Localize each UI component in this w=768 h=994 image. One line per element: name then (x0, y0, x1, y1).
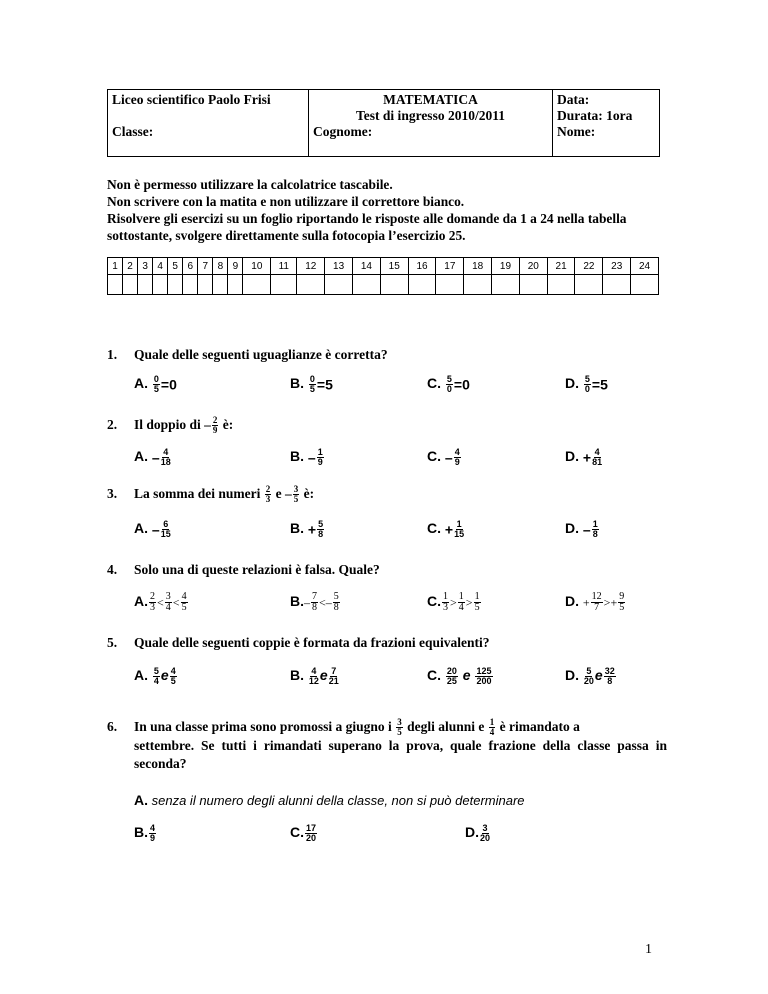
answer-cell[interactable] (631, 275, 659, 295)
q3-option-d[interactable]: D. – $\frac{1}{8}$ (565, 518, 598, 539)
fraction (309, 667, 319, 686)
numerator: 4 (311, 665, 317, 676)
denominator: 0 (584, 383, 590, 394)
answer-grid-header: 1 (108, 258, 123, 275)
answer-cell[interactable] (297, 275, 325, 295)
answer-grid-header: 9 (228, 258, 243, 275)
numerator: 4 (170, 665, 176, 676)
numerator: 6 (163, 518, 169, 529)
denominator: 9 (150, 832, 156, 843)
answer-cell[interactable] (436, 275, 464, 295)
fraction (311, 592, 318, 613)
denominator: 7 (594, 601, 600, 613)
denominator: 8 (312, 601, 317, 613)
answer-grid (107, 257, 659, 295)
denominator: 20 (306, 832, 317, 843)
question-3: 3. La somma dei numeri $\frac{2}{3}$ e – $\frac{3}{5}$ è: (107, 484, 315, 505)
answer-grid-header: 21 (547, 258, 575, 275)
fraction (265, 485, 272, 504)
answer-grid-header: 7 (198, 258, 213, 275)
q3-option-c[interactable]: C. + $\frac{1}{15}$ (427, 518, 465, 539)
answer-cell[interactable] (380, 275, 408, 295)
fraction (153, 375, 160, 394)
denominator: 9 (212, 425, 218, 436)
numerator: 12 (591, 590, 602, 602)
denominator: 5 (309, 383, 315, 394)
denominator: 12 (308, 675, 319, 686)
denominator: 9 (317, 456, 323, 467)
fraction (149, 824, 156, 843)
denominator: 5 (153, 383, 159, 394)
fraction (591, 592, 603, 613)
denominator: 81 (592, 456, 603, 467)
denominator: 8 (592, 528, 598, 539)
answer-grid-header: 22 (575, 258, 603, 275)
denominator: 4 (165, 601, 171, 613)
question-2: 2. Il doppio di – $\frac{2}{9}$ è: (107, 415, 234, 436)
numerator: 20 (446, 665, 457, 676)
q3-option-a[interactable]: A. – $\frac{6}{15}$ (134, 518, 171, 539)
denominator: 5 (619, 601, 625, 613)
answer-cell[interactable] (228, 275, 243, 295)
denominator: 8 (607, 675, 613, 686)
question-4: 4. Solo una di queste relazioni è falsa. Quale? (107, 562, 380, 577)
q6-option-b[interactable]: B. $\frac{4}{9}$ (134, 822, 156, 843)
surname-label: Cognome: (313, 124, 373, 139)
date-cell (553, 90, 660, 157)
denominator: 20 (583, 675, 594, 686)
q3-option-b[interactable]: B. + $\frac{5}{8}$ (290, 518, 324, 539)
numerator: 1 (458, 590, 464, 602)
fraction (212, 416, 219, 435)
denominator: 15 (454, 528, 465, 539)
fraction (489, 718, 496, 737)
answer-cell[interactable] (464, 275, 492, 295)
answer-grid-header: 12 (297, 258, 325, 275)
q5-option-c[interactable]: C. $\frac{20}{25}$ e $\frac{125}{200}$ (427, 665, 492, 686)
q2-option-a[interactable]: A. – $\frac{4}{18}$ (134, 446, 171, 467)
answer-cell[interactable] (408, 275, 436, 295)
numerator: 1 (474, 590, 480, 602)
page-number: 1 (645, 942, 652, 957)
subject-title: MATEMATICA (383, 92, 478, 107)
answer-cell[interactable] (243, 275, 271, 295)
answer-grid-header: 17 (436, 258, 464, 275)
numerator: 3 (165, 590, 171, 602)
numerator: 1 (592, 518, 598, 529)
fraction (153, 667, 160, 686)
denominator: 4 (458, 601, 464, 613)
denominator: 25 (446, 675, 457, 686)
numerator: 0 (153, 373, 159, 384)
fraction (584, 375, 591, 394)
numerator: 1 (317, 446, 323, 457)
denominator: 18 (160, 456, 171, 467)
denominator: 3 (265, 494, 271, 505)
denominator: 8 (318, 528, 324, 539)
answer-grid-header: 16 (408, 258, 436, 275)
numerator: 32 (604, 665, 615, 676)
duration-label: Durata: 1ora (557, 108, 633, 123)
question-5: 5. Quale delle seguenti coppie è formata da frazioni equivalenti? (107, 635, 490, 650)
q6-option-a[interactable]: A. senza il numero degli alunni della classe, non si può determinare (134, 792, 525, 808)
fraction (396, 718, 403, 737)
fraction (618, 592, 625, 613)
q1-option-b[interactable]: B. $\frac{0}{5}$ =5 (290, 373, 333, 394)
denominator: 4 (489, 727, 495, 738)
name-label: Nome: (557, 124, 596, 139)
denominator: 20 (480, 832, 491, 843)
test-name: Test di ingresso 2010/2011 (356, 108, 505, 123)
fraction (333, 592, 340, 613)
instruction-line: Non è permesso utilizzare la calcolatrice tascabile. (107, 177, 393, 192)
q4-option-d[interactable]: D. + $\frac{12}{7}$ >+ $\frac{9}{5}$ (565, 590, 625, 613)
answer-cell[interactable] (198, 275, 213, 295)
question-1: 1. Quale delle seguenti uguaglianze è corretta? (107, 347, 388, 362)
answer-cell[interactable] (108, 275, 123, 295)
numerator: 2 (212, 415, 218, 426)
numerator: 3 (397, 717, 402, 728)
numerator: 5 (318, 518, 324, 529)
instruction-line: Non scrivere con la matita e non utilizzare il correttore bianco. (107, 194, 465, 209)
answer-grid-header: 23 (603, 258, 631, 275)
instruction-line: Risolvere gli esercizi su un foglio riportando le risposte alle domande da 1 a 24 nella tabella sottostante, svolgere direttamente sulla fotocopia l’esercizio 25. (107, 211, 627, 243)
answer-cell[interactable] (168, 275, 183, 295)
numerator: 9 (619, 590, 625, 602)
denominator: 5 (170, 675, 176, 686)
fraction (454, 448, 461, 467)
fraction (442, 592, 449, 613)
numerator: 2 (150, 590, 155, 602)
numerator: 7 (331, 665, 337, 676)
answer-cell[interactable] (153, 275, 168, 295)
fraction (305, 824, 317, 843)
fraction (604, 667, 616, 686)
fraction (584, 667, 594, 686)
denominator: 15 (160, 528, 171, 539)
class-label: Classe: (112, 124, 154, 139)
answer-grid-header: 6 (183, 258, 198, 275)
numerator: 4 (163, 446, 169, 457)
numerator: 4 (594, 446, 600, 457)
answer-cell[interactable] (138, 275, 153, 295)
numerator: 5 (586, 665, 592, 676)
fraction (317, 448, 324, 467)
answer-cell[interactable] (519, 275, 547, 295)
q2-option-b[interactable]: B. – $\frac{1}{9}$ (290, 446, 323, 467)
numerator: 4 (181, 590, 187, 602)
subject-cell (309, 90, 553, 157)
instructions (107, 176, 667, 244)
answer-cell[interactable] (547, 275, 575, 295)
school-name: Liceo scientifico Paolo Frisi (112, 92, 271, 107)
q6-option-d[interactable]: D. $\frac{3}{20}$ (465, 822, 491, 843)
fraction (454, 520, 464, 539)
fraction (458, 592, 465, 613)
answer-grid-header: 5 (168, 258, 183, 275)
numerator: 17 (306, 822, 317, 833)
fraction (293, 485, 300, 504)
fraction (446, 667, 458, 686)
header-table (107, 89, 660, 157)
answer-grid-header: 4 (153, 258, 168, 275)
numerator: 1 (456, 518, 462, 529)
fraction (170, 667, 177, 686)
answer-cell[interactable] (492, 275, 520, 295)
denominator: 5 (397, 727, 402, 738)
q5-option-d[interactable]: D. $\frac{5}{20}$ e $\frac{32}{8}$ (565, 665, 615, 686)
numerator: 5 (153, 665, 159, 676)
answer-grid-header: 11 (271, 258, 297, 275)
fraction (474, 592, 481, 613)
denominator: 3 (150, 601, 155, 613)
fraction (480, 824, 490, 843)
denominator: 9 (454, 456, 460, 467)
answer-cell[interactable] (213, 275, 228, 295)
school-cell (108, 90, 309, 157)
q4-option-a[interactable]: A. $\frac{2}{3}$ < $\frac{3}{4}$ < $\frac{4}{5}$ (134, 590, 187, 613)
answer-grid-header: 14 (352, 258, 380, 275)
fraction (165, 592, 172, 613)
answer-grid-header: 24 (631, 258, 659, 275)
numerator: 7 (312, 590, 317, 602)
answer-grid-header: 15 (380, 258, 408, 275)
q1-option-d[interactable]: D. $\frac{5}{0}$ =5 (565, 373, 608, 394)
denominator: 200 (476, 675, 492, 686)
question-6: 6. In una classe prima sono promossi a giugno i $\frac{3}{5}$ degli alunni e $\frac{1}{4}$ è rimandato a settembre. Se tutti i rimandati superano la prova, quale frazione della classe passa in seconda? (107, 717, 667, 772)
numerator: 4 (454, 446, 460, 457)
answer-grid-header: 18 (464, 258, 492, 275)
numerator: 1 (443, 590, 448, 602)
numerator: 5 (333, 590, 339, 602)
denominator: 0 (446, 383, 452, 394)
denominator: 21 (328, 675, 339, 686)
q5-option-a[interactable]: A. $\frac{5}{4}$ e $\frac{4}{5}$ (134, 665, 176, 686)
answer-cell[interactable] (123, 275, 138, 295)
q1-option-c[interactable]: C. $\frac{5}{0}$ =0 (427, 373, 470, 394)
fraction (309, 375, 316, 394)
denominator: 3 (443, 601, 448, 613)
answer-grid-header: 20 (519, 258, 547, 275)
answer-grid-header: 19 (492, 258, 520, 275)
answer-cell[interactable] (325, 275, 353, 295)
answer-grid-header: 10 (243, 258, 271, 275)
fraction (446, 375, 453, 394)
answer-cell[interactable] (183, 275, 198, 295)
q2-option-d[interactable]: D. + $\frac{4}{81}$ (565, 446, 603, 467)
answer-cell[interactable] (352, 275, 380, 295)
denominator: 4 (153, 675, 159, 686)
answer-cell[interactable] (575, 275, 603, 295)
denominator: 8 (333, 601, 339, 613)
denominator: 5 (293, 494, 299, 505)
q5-option-b[interactable]: B. $\frac{4}{12}$ e $\frac{7}{21}$ (290, 665, 339, 686)
numerator: 0 (309, 373, 315, 384)
fraction (329, 667, 339, 686)
date-label: Data: (557, 92, 590, 107)
fraction (317, 520, 324, 539)
numerator: 125 (476, 665, 492, 676)
fraction (475, 667, 492, 686)
numerator: 3 (293, 484, 299, 495)
denominator: 5 (474, 601, 480, 613)
numerator: 5 (446, 373, 452, 384)
answer-grid-header: 8 (213, 258, 228, 275)
q2-option-c[interactable]: C. – $\frac{4}{9}$ (427, 446, 460, 467)
fraction (161, 520, 171, 539)
answer-grid-header: 13 (325, 258, 353, 275)
answer-grid-header: 3 (138, 258, 153, 275)
numerator: 3 (482, 822, 488, 833)
q1-option-a[interactable]: A. $\frac{0}{5}$ =0 (134, 373, 177, 394)
q6-option-c[interactable]: C. $\frac{17}{20}$ (290, 822, 317, 843)
fraction (592, 520, 599, 539)
answer-cell[interactable] (271, 275, 297, 295)
numerator: 1 (489, 717, 495, 728)
q4-option-c[interactable]: C. $\frac{1}{3}$ > $\frac{1}{4}$ > $\frac{1}{5}$ (427, 590, 480, 613)
answer-grid-header: 2 (123, 258, 138, 275)
numerator: 5 (584, 373, 590, 384)
fraction (592, 448, 602, 467)
numerator: 2 (265, 484, 271, 495)
q4-option-b[interactable]: B.– $\frac{7}{8}$ <– $\frac{5}{8}$ (290, 590, 339, 613)
fraction (181, 592, 188, 613)
numerator: 4 (150, 822, 156, 833)
fraction (149, 592, 156, 613)
fraction (161, 448, 171, 467)
answer-cell[interactable] (603, 275, 631, 295)
denominator: 5 (181, 601, 187, 613)
